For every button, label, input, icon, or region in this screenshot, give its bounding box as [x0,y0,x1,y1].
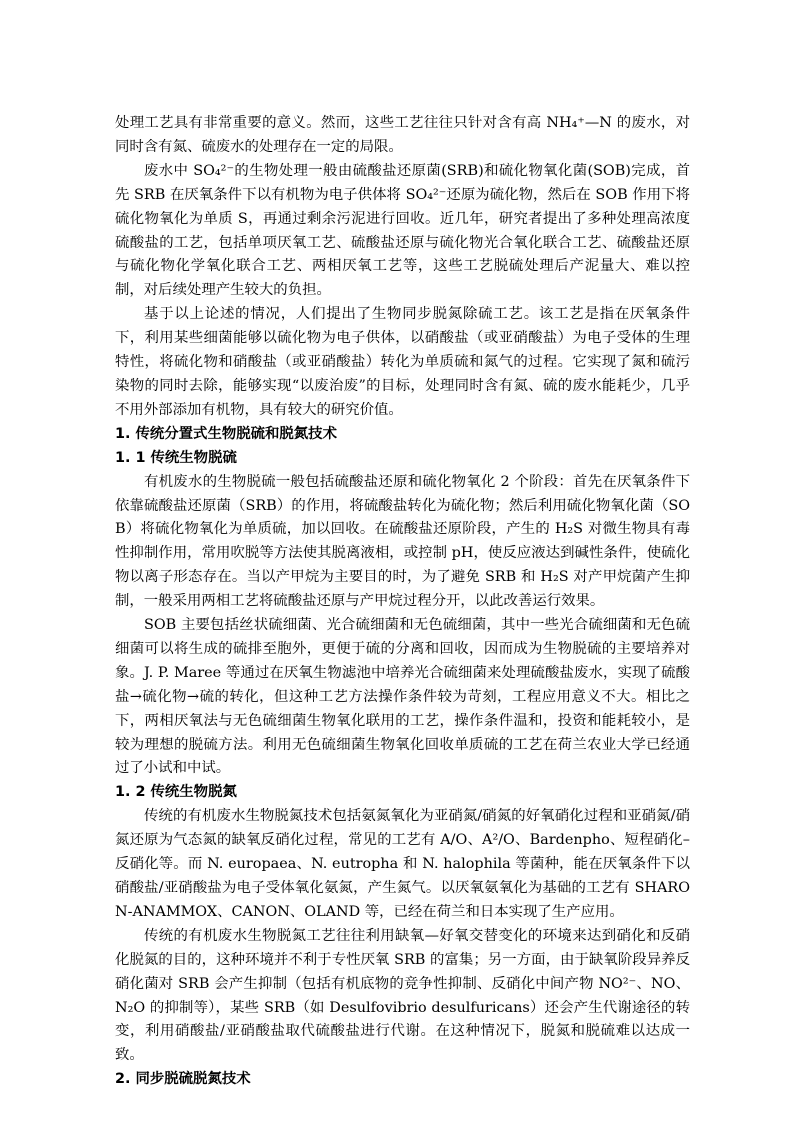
subsection-heading: 1. 1 传统生物脱硫 [115,449,237,466]
paragraph: 传统的有机废水生物脱氮工艺往往利用缺氧—好氧交替变化的环境来达到硝化和反硝化脱氮的目的，这种环境并不利于专性厌氧 SRB 的富集；另一方面，由于缺氧阶段异养反硝化菌对 SRB 会产生抑制（包括有机底物的竞争性抑制、反硝化中间产物 NO²⁻、NO、N₂O 的抑制等），某些 SRB（如 Desulfovibrio desulfuricans）还会产生代谢途径的转变，利用硝酸盐/亚硝酸盐取代硫酸盐进行代谢。在这种情况下，脱氮和脱硫难以达成一致。 [115,927,690,1064]
subsection-heading: 1. 2 传统生物脱氮 [115,784,237,801]
paragraph: 废水中 SO₄²⁻的生物处理一般由硫酸盐还原菌(SRB)和硫化物氧化菌(SOB)完成，首先 SRB 在厌氧条件下以有机物为电子供体将 SO₄²⁻还原为硫化物，然后在 SOB 作用下将硫化物氧化为单质 S，再通过剩余污泥进行回收。近几年，研究者提出了多种处理高浓度硫酸盐的工艺，包括单项厌氧工艺、硫酸盐还原与硫化物光合氧化联合工艺、硫酸盐还原与硫化物化学氧化联合工艺、两相厌氧工艺等，这些工艺脱硫处理后产泥量大、难以控制，对后续处理产生较大的负担。 [115,162,690,299]
section-heading: 2. 同步脱硫脱氮技术 [115,1071,251,1088]
section-heading: 1. 传统分置式生物脱硫和脱氮技术 [115,425,337,442]
paragraph: 有机废水的生物脱硫一般包括硫酸盐还原和硫化物氧化 2 个阶段：首先在厌氧条件下依靠硫酸盐还原菌（SRB）的作用，将硫酸盐转化为硫化物；然后利用硫化物氧化菌（SOB）将硫化物氧化为单质硫，加以回收。在硫酸盐还原阶段，产生的 H₂S 对微生物具有毒性抑制作用，常用吹脱等方法使其脱离液相，或控制 pH，使反应液达到碱性条件，使硫化物以离子形态存在。当以产甲烷为主要目的时，为了避免 SRB 和 H₂S 对产甲烷菌产生抑制，一般采用两相工艺将硫酸盐还原与产甲烷过程分开，以此改善运行效果。 [115,473,690,610]
paragraph: 传统的有机废水生物脱氮技术包括氨氮氧化为亚硝氮/硝氮的好氧硝化过程和亚硝氮/硝氮还原为气态氮的缺氧反硝化过程，常见的工艺有 A/O、A²/O、Bardenpho、短程硝化–反硝化等。而 N. europaea、N. eutropha 和 N. halophila 等菌种，能在厌氧条件下以硝酸盐/亚硝酸盐为电子受体氧化氨氮，产生氮气。以厌氧氨氧化为基础的工艺有 SHARON-ANAMMOX、CANON、OLAND 等，已经在荷兰和日本实现了生产应用。 [115,808,690,920]
paragraph: 基于以上论述的情况，人们提出了生物同步脱氮除硫工艺。该工艺是指在厌氧条件下，利用某些细菌能够以硫化物为电子供体，以硝酸盐（或亚硝酸盐）为电子受体的生理特性，将硫化物和硝酸盐（或亚硝酸盐）转化为单质硫和氮气的过程。它实现了氮和硫污染物的同时去除，能够实现“以废治废”的目标，处理同时含有氮、硫的废水能耗少，几乎不用外部添加有机物，具有较大的研究价值。 [115,306,690,418]
paragraph: SOB 主要包括丝状硫细菌、光合硫细菌和无色硫细菌，其中一些光合硫细菌和无色硫细菌可以将生成的硫排至胞外，更便于硫的分离和回收，因而成为生物脱硫的主要培养对象。J. P. Maree 等通过在厌氧生物滤池中培养光合硫细菌来处理硫酸盐废水，实现了硫酸盐→硫化物→硫的转化，但这种工艺方法操作条件较为苛刻，工程应用意义不大。相比之下，两相厌氧法与无色硫细菌生物氧化联用的工艺，操作条件温和，投资和能耗较小，是较为理想的脱硫方法。利用无色硫细菌生物氧化回收单质硫的工艺在荷兰农业大学已经通过了小试和中试。 [115,617,690,777]
document-page [115,112,690,1092]
paragraph: 处理工艺具有非常重要的意义。然而，这些工艺往往只针对含有高 NH₄⁺—N 的废水，对同时含有氮、硫废水的处理存在一定的局限。 [115,115,690,155]
